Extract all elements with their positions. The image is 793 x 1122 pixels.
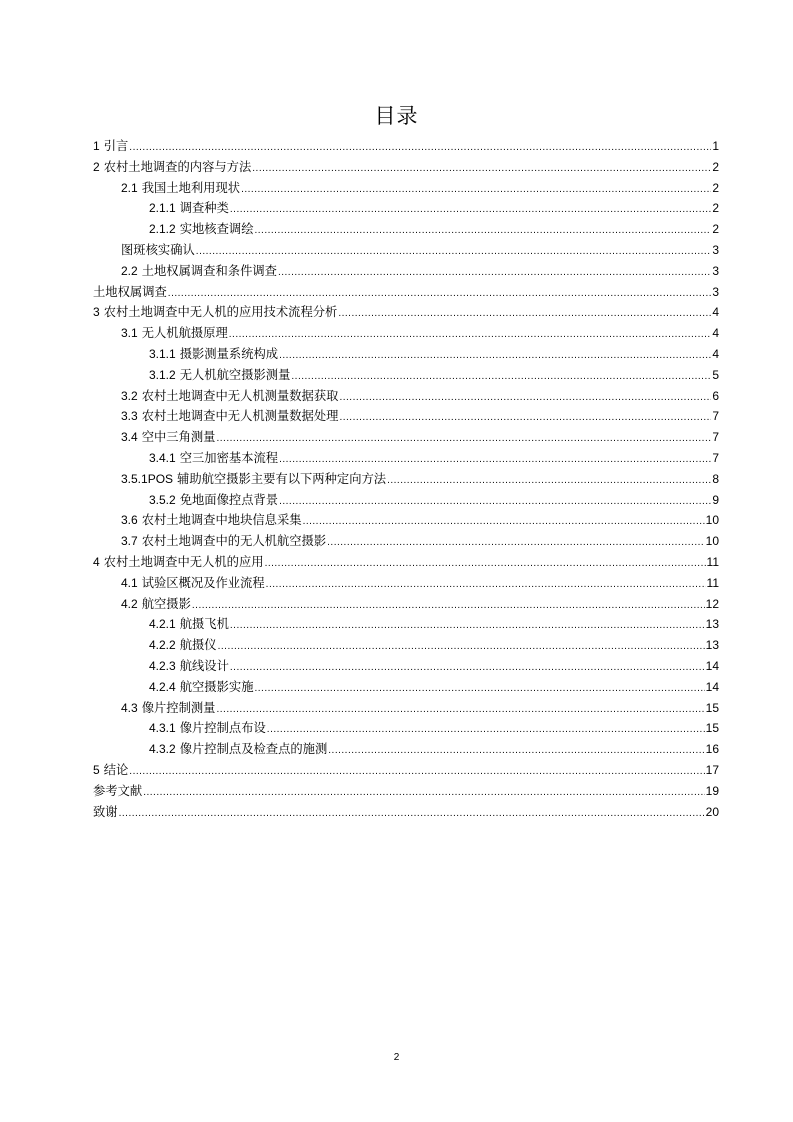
- toc-entry[interactable]: [93, 198, 719, 219]
- toc-entry-title: 无人机航摄原理: [141, 326, 228, 341]
- toc-entry[interactable]: [93, 677, 719, 698]
- page-number: 2: [393, 1052, 400, 1063]
- toc-entry-number: 4.3.1: [149, 721, 176, 736]
- toc-entry[interactable]: [93, 781, 719, 802]
- toc-entry-title: 结论: [103, 762, 129, 777]
- toc-entry-number: 5: [93, 762, 100, 777]
- toc-entry-number: 4.3.2: [149, 742, 176, 757]
- toc-entry[interactable]: [93, 406, 719, 427]
- toc-dot-leader: [265, 554, 706, 575]
- toc-entry-title: 航空摄影: [141, 596, 191, 611]
- toc-entry-title: 像片控制点及检查点的施测: [179, 742, 328, 757]
- toc-entry-number: 3.4: [121, 430, 138, 445]
- toc-entry-page: 5: [712, 367, 719, 382]
- toc-entry-title: 农村土地调查中无人机测量数据获取: [141, 388, 339, 403]
- toc-entry[interactable]: [93, 178, 719, 199]
- toc-dot-leader: [143, 783, 704, 804]
- toc-dot-leader: [339, 408, 711, 429]
- toc-dot-leader: [339, 388, 711, 409]
- toc-entry-page: 7: [712, 430, 719, 445]
- toc-entry-page: 2: [712, 201, 719, 216]
- toc-entry-page: 3: [712, 242, 719, 257]
- toc-dot-leader: [119, 804, 705, 825]
- toc-entry-title: 试验区概况及作业流程: [141, 575, 265, 590]
- toc-entry-title: 实地核查调绘: [179, 222, 254, 237]
- toc-entry-title: 致谢: [93, 804, 118, 819]
- toc-entry-number: 4.2.2: [149, 638, 176, 653]
- toc-dot-leader: [168, 284, 712, 305]
- toc-entry[interactable]: [93, 760, 719, 781]
- toc-entry-page: 15: [705, 721, 719, 736]
- toc-dot-leader: [230, 200, 711, 221]
- toc-entry-page: 3: [712, 263, 719, 278]
- toc-entry-number: 3.2: [121, 388, 138, 403]
- toc-entry[interactable]: [93, 552, 719, 573]
- toc-entry[interactable]: [93, 344, 719, 365]
- toc-dot-leader: [338, 304, 711, 325]
- toc-entry-page: 3: [712, 284, 719, 299]
- toc-entry-page: 10: [705, 513, 719, 528]
- toc-dot-leader: [216, 700, 704, 721]
- toc-entry-title: 农村土地调查中地块信息采集: [141, 513, 302, 528]
- toc-entry-number: 3.7: [121, 534, 138, 549]
- toc-entry-page: 16: [705, 742, 719, 757]
- toc-entry-title: 农村土地调查的内容与方法: [103, 159, 252, 174]
- toc-entry-page: 9: [712, 492, 719, 507]
- toc-dot-leader: [266, 575, 706, 596]
- toc-entry-number: 3.1.1: [149, 346, 176, 361]
- toc-dot-leader: [387, 471, 711, 492]
- toc-dot-leader: [196, 242, 712, 263]
- toc-entry[interactable]: [93, 240, 719, 261]
- toc-entry-page: 10: [705, 534, 719, 549]
- toc-entry-page: 14: [705, 679, 719, 694]
- toc-dot-leader: [303, 512, 705, 533]
- toc-dot-leader: [255, 221, 712, 242]
- toc-entry-page: 4: [712, 305, 719, 320]
- toc-entry-title: 空三加密基本流程: [179, 450, 279, 465]
- toc-entry-title: 无人机航空摄影测量: [179, 367, 291, 382]
- toc-entry-title: 像片控制测量: [141, 700, 216, 715]
- toc-entry-page: 7: [712, 409, 719, 424]
- toc-entry-number: 4.1: [121, 575, 138, 590]
- toc-entry[interactable]: [93, 531, 719, 552]
- toc-dot-leader: [291, 367, 711, 388]
- toc-entry-title: 农村土地调查中的无人机航空摄影: [141, 534, 327, 549]
- toc-entry-page: 19: [705, 783, 719, 798]
- toc-entry-number: 2: [93, 159, 100, 174]
- toc-dot-leader: [216, 429, 711, 450]
- toc-entry-page: 8: [712, 471, 719, 486]
- toc-entry-page: 12: [705, 596, 719, 611]
- toc-entry-page: 4: [712, 326, 719, 341]
- toc-entry[interactable]: [93, 282, 719, 303]
- toc-entry-title: 像片控制点布设: [179, 721, 266, 736]
- toc-dot-leader: [241, 180, 711, 201]
- toc-entry-number: 4.2.1: [149, 617, 176, 632]
- toc-entry-page: 11: [706, 554, 719, 569]
- toc-dot-leader: [279, 450, 711, 471]
- toc-entry-page: 2: [712, 180, 719, 195]
- toc-entry[interactable]: [93, 219, 719, 240]
- toc-dot-leader: [218, 637, 705, 658]
- toc-entry-number: 4.3: [121, 700, 138, 715]
- toc-entry-page: 13: [705, 638, 719, 653]
- toc-entry-number: 3.1: [121, 326, 138, 341]
- toc-entry-number: 4: [93, 554, 100, 569]
- toc-entry-page: 15: [705, 700, 719, 715]
- toc-entry-page: 2: [712, 159, 719, 174]
- toc-entry-title: 免地面像控点背景: [179, 492, 279, 507]
- toc-entry-title: 参考文献: [93, 783, 143, 798]
- toc-entry-number: 3.6: [121, 513, 138, 528]
- toc-entry-page: 20: [705, 804, 719, 819]
- toc-dot-leader: [279, 346, 711, 367]
- toc-dot-leader: [129, 762, 704, 783]
- toc-entry-title: 农村土地调查中无人机的应用技术流程分析: [103, 305, 338, 320]
- toc-entry-number: 2.1.1: [149, 201, 176, 216]
- toc-entry[interactable]: [93, 614, 719, 635]
- toc-dot-leader: [192, 596, 705, 617]
- toc-dot-leader: [328, 741, 704, 762]
- toc-entry-number: 4.2.3: [149, 658, 176, 673]
- toc-entry-title: 航线设计: [179, 658, 229, 673]
- toc-entry-title: 农村土地调查中无人机的应用: [103, 554, 264, 569]
- toc-entry-title: 航空摄影实施: [179, 679, 254, 694]
- toc-entry-number: 1: [93, 139, 100, 153]
- toc-entry[interactable]: [93, 157, 719, 178]
- toc-entry-title: 我国土地利用现状: [141, 180, 241, 195]
- toc-dot-leader: [279, 492, 711, 513]
- toc-entry-title: 引言: [103, 139, 129, 153]
- toc-entry-number: 2.1: [121, 180, 138, 195]
- toc-entry[interactable]: [93, 427, 719, 448]
- toc-entry-title: 图斑核实确认: [121, 242, 195, 257]
- toc-entry-number: 3.3: [121, 409, 138, 424]
- toc-entry[interactable]: [93, 386, 719, 407]
- toc-entry[interactable]: [93, 323, 719, 344]
- toc-entry[interactable]: [93, 739, 719, 760]
- toc-entry-title: 航摄飞机: [179, 617, 229, 632]
- toc-entry[interactable]: [93, 136, 719, 157]
- toc-entry-number: 3.5.1POS: [121, 471, 174, 486]
- toc-entry-title: 农村土地调查中无人机测量数据处理: [141, 409, 339, 424]
- toc-entry-number: 3.5.2: [149, 492, 176, 507]
- toc-entry-number: 4.2: [121, 596, 138, 611]
- toc-entry-page: 17: [705, 762, 719, 777]
- toc-entry-title: 航摄仪: [179, 638, 217, 653]
- toc-entry-page: 11: [706, 575, 719, 590]
- toc-dot-leader: [327, 533, 704, 554]
- toc-entry-number: 2.1.2: [149, 222, 176, 237]
- toc-entry-number: 2.2: [121, 263, 138, 278]
- toc-entry-number: 3: [93, 305, 100, 320]
- toc-entry[interactable]: [93, 635, 719, 656]
- toc-entry-number: 4.2.4: [149, 679, 176, 694]
- toc-entry[interactable]: [93, 490, 719, 511]
- toc-entry-number: 3.4.1: [149, 450, 176, 465]
- toc-dot-leader: [230, 658, 705, 679]
- toc-entry[interactable]: [93, 573, 719, 594]
- toc-dot-leader: [255, 679, 705, 700]
- toc-entry[interactable]: [93, 594, 719, 615]
- toc-dot-leader: [252, 159, 711, 180]
- toc-entry[interactable]: [93, 469, 719, 490]
- toc-entry[interactable]: [93, 302, 719, 323]
- page-title: 目录: [374, 104, 419, 128]
- toc-entry-title: 土地权属调查: [93, 284, 167, 299]
- toc-entry-page: 2: [712, 222, 719, 237]
- toc-entry[interactable]: [93, 718, 719, 739]
- toc-entry-title: 辅助航空摄影主要有以下两种定向方法: [177, 471, 387, 486]
- toc-entry-title: 空中三角测量: [141, 430, 216, 445]
- toc-entry[interactable]: [93, 365, 719, 386]
- toc-entry-page: 4: [712, 346, 719, 361]
- toc-entry-page: 14: [705, 658, 719, 673]
- toc-entry[interactable]: [93, 510, 719, 531]
- toc-entry-number: 3.1.2: [149, 367, 176, 382]
- toc-entry[interactable]: [93, 802, 719, 823]
- toc-dot-leader: [230, 616, 705, 637]
- toc-entry[interactable]: [93, 261, 719, 282]
- toc-entry[interactable]: [93, 656, 719, 677]
- toc-entry[interactable]: [93, 698, 719, 719]
- toc-entry-title: 调查种类: [179, 201, 229, 216]
- toc-dot-leader: [229, 325, 712, 346]
- toc-entry[interactable]: [93, 448, 719, 469]
- toc-entry-page: 6: [712, 388, 719, 403]
- toc-entry-title: 土地权属调查和条件调查: [141, 263, 277, 278]
- toc-dot-leader: [278, 263, 711, 284]
- toc-entry-title: 摄影测量系统构成: [179, 346, 279, 361]
- toc-entry-page: 1: [712, 139, 719, 153]
- toc-dot-leader: [267, 720, 705, 741]
- toc-entry-page: 13: [705, 617, 719, 632]
- table-of-contents: [93, 136, 719, 822]
- toc-dot-leader: [129, 138, 711, 159]
- toc-entry-page: 7: [712, 450, 719, 465]
